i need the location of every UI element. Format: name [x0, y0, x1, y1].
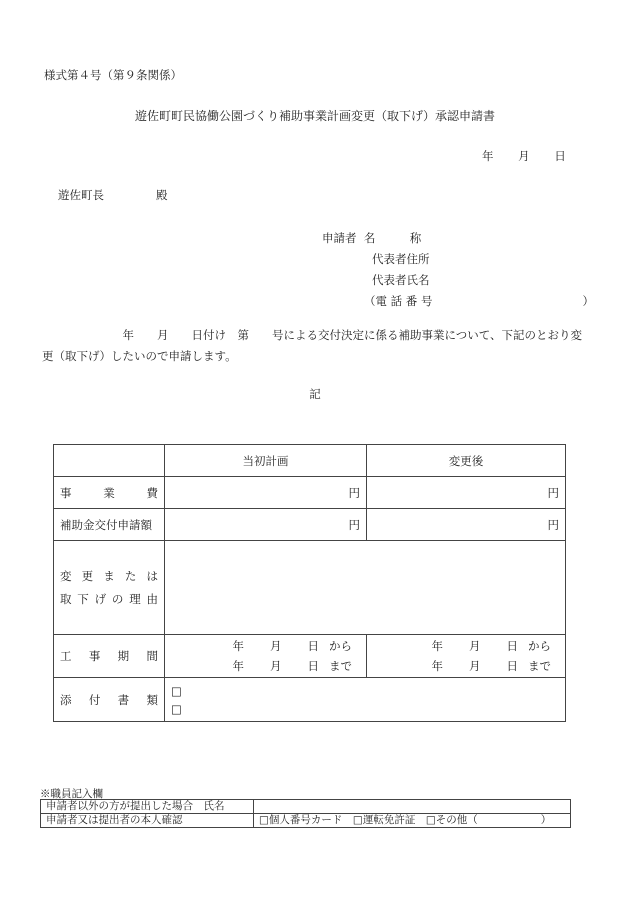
attach-label-char: 付 — [88, 692, 101, 707]
attachments-label — [54, 678, 165, 722]
reason-label — [54, 541, 165, 635]
staff-identity-label: 申請者又は提出者の本人確認 — [41, 814, 254, 828]
applicant-name-label: 名 称 — [363, 231, 422, 245]
yen-unit: 円 — [547, 485, 559, 500]
staff-proxy-name-cell[interactable] — [254, 800, 571, 814]
reason-row — [54, 541, 566, 635]
period-month: 月 — [469, 639, 481, 653]
period-month: 月 — [270, 659, 282, 673]
reason-label-line2 — [60, 588, 158, 611]
period-to: まで — [528, 659, 551, 673]
period-year: 年 — [232, 639, 244, 653]
period-to-line — [171, 656, 352, 676]
yen-unit: 円 — [547, 517, 559, 532]
applicant-phone-label: （電 話 番 号 — [364, 294, 433, 308]
attachments-row — [54, 678, 566, 722]
staff-row-proxy — [41, 800, 571, 814]
ki-heading: 記 — [309, 387, 321, 401]
period-row — [54, 635, 566, 678]
staff-table — [40, 799, 571, 828]
reason-char: た — [124, 568, 137, 583]
applicant-rep-label: 代表者氏名 — [372, 273, 430, 287]
period-from: から — [528, 639, 551, 653]
reason-char: 理 — [129, 591, 141, 606]
period-day: 日 — [307, 659, 319, 673]
yen-unit: 円 — [348, 485, 360, 500]
header-after-change: 変更後 — [367, 445, 566, 477]
cost-label-char: 業 — [103, 485, 115, 500]
header-original-plan: 当初計画 — [165, 445, 367, 477]
cost-label — [54, 477, 165, 509]
reason-char: 由 — [146, 591, 158, 606]
period-from-line — [373, 636, 551, 656]
staff-proxy-label: 申請者以外の方が提出した場合 氏名 — [41, 800, 254, 814]
subsidy-changed-cell[interactable] — [367, 509, 566, 541]
period-original-cell[interactable] — [165, 635, 367, 678]
period-label — [54, 635, 165, 678]
period-label-char: 工 — [60, 649, 72, 663]
yen-unit: 円 — [348, 517, 360, 532]
staff-row-identity — [41, 814, 571, 828]
attachment-checkbox[interactable]: □ — [171, 701, 182, 716]
subsidy-row — [54, 509, 566, 541]
period-to-line — [373, 656, 551, 676]
period-month: 月 — [270, 639, 282, 653]
attach-label-char: 添 — [60, 692, 72, 707]
reason-char: 変 — [60, 568, 72, 583]
attach-label-char: 類 — [146, 692, 158, 707]
applicant-block — [322, 228, 594, 312]
plan-table — [53, 444, 566, 722]
applicant-address-label: 代表者住所 — [372, 252, 430, 266]
cost-row — [54, 477, 566, 509]
reason-char: 取 — [60, 591, 72, 606]
applicant-phone — [322, 291, 594, 312]
subsidy-label: 補助金交付申請額 — [54, 509, 165, 541]
document-title: 遊佐町町民協働公園づくり補助事業計画変更（取下げ）承認申請書 — [134, 109, 495, 123]
staff-identity-options[interactable]: □個人番号カード □運転免許証 □その他（ ） — [254, 814, 571, 828]
cost-label-char: 事 — [60, 485, 72, 500]
period-year: 年 — [431, 639, 443, 653]
date-line — [482, 148, 566, 164]
period-label-char: 期 — [117, 649, 130, 663]
period-day: 日 — [307, 639, 319, 653]
period-changed-cell[interactable] — [367, 635, 566, 678]
date-day: 日 — [554, 149, 566, 163]
body-paragraph: 年 月 日付け 第 号による交付決定に係る補助事業について、下記のとおり変更（取下げ）したいので申請します。 — [42, 328, 583, 363]
period-label-char: 間 — [146, 649, 158, 663]
date-month: 月 — [518, 149, 530, 163]
addressee — [58, 187, 168, 203]
period-from: から — [329, 639, 352, 653]
attachment-checkbox[interactable]: □ — [171, 683, 182, 698]
attach-label-char: 書 — [117, 692, 130, 707]
period-day: 日 — [506, 639, 518, 653]
cost-label-char: 費 — [146, 485, 158, 500]
period-from-line — [171, 636, 352, 656]
attachments-cell — [165, 678, 566, 722]
table-header-row — [54, 445, 566, 477]
reason-char: の — [111, 591, 124, 606]
reason-cell[interactable] — [165, 541, 566, 635]
addressee-name: 遊佐町長 — [58, 188, 104, 202]
cost-original-cell[interactable] — [165, 477, 367, 509]
period-month: 月 — [469, 659, 481, 673]
date-year: 年 — [482, 149, 494, 163]
period-year: 年 — [232, 659, 244, 673]
reason-char: 下 — [77, 591, 89, 606]
period-year: 年 — [431, 659, 443, 673]
applicant-phone-close: ） — [582, 294, 594, 308]
reason-char: は — [146, 568, 158, 583]
cost-changed-cell[interactable] — [367, 477, 566, 509]
period-label-char: 事 — [88, 649, 101, 663]
period-day: 日 — [506, 659, 518, 673]
reason-char: げ — [94, 591, 107, 606]
header-blank-cell — [54, 445, 165, 477]
applicant-label: 申請者 — [322, 231, 357, 245]
form-number: 様式第４号（第９条関係） — [44, 68, 182, 82]
reason-label-line1 — [60, 565, 158, 588]
subsidy-original-cell[interactable] — [165, 509, 367, 541]
reason-char: ま — [103, 568, 115, 583]
reason-char: 更 — [81, 568, 94, 583]
period-to: まで — [329, 659, 352, 673]
addressee-honorific: 殿 — [156, 188, 168, 202]
staff-section-title: ※職員記入欄 — [40, 788, 103, 800]
